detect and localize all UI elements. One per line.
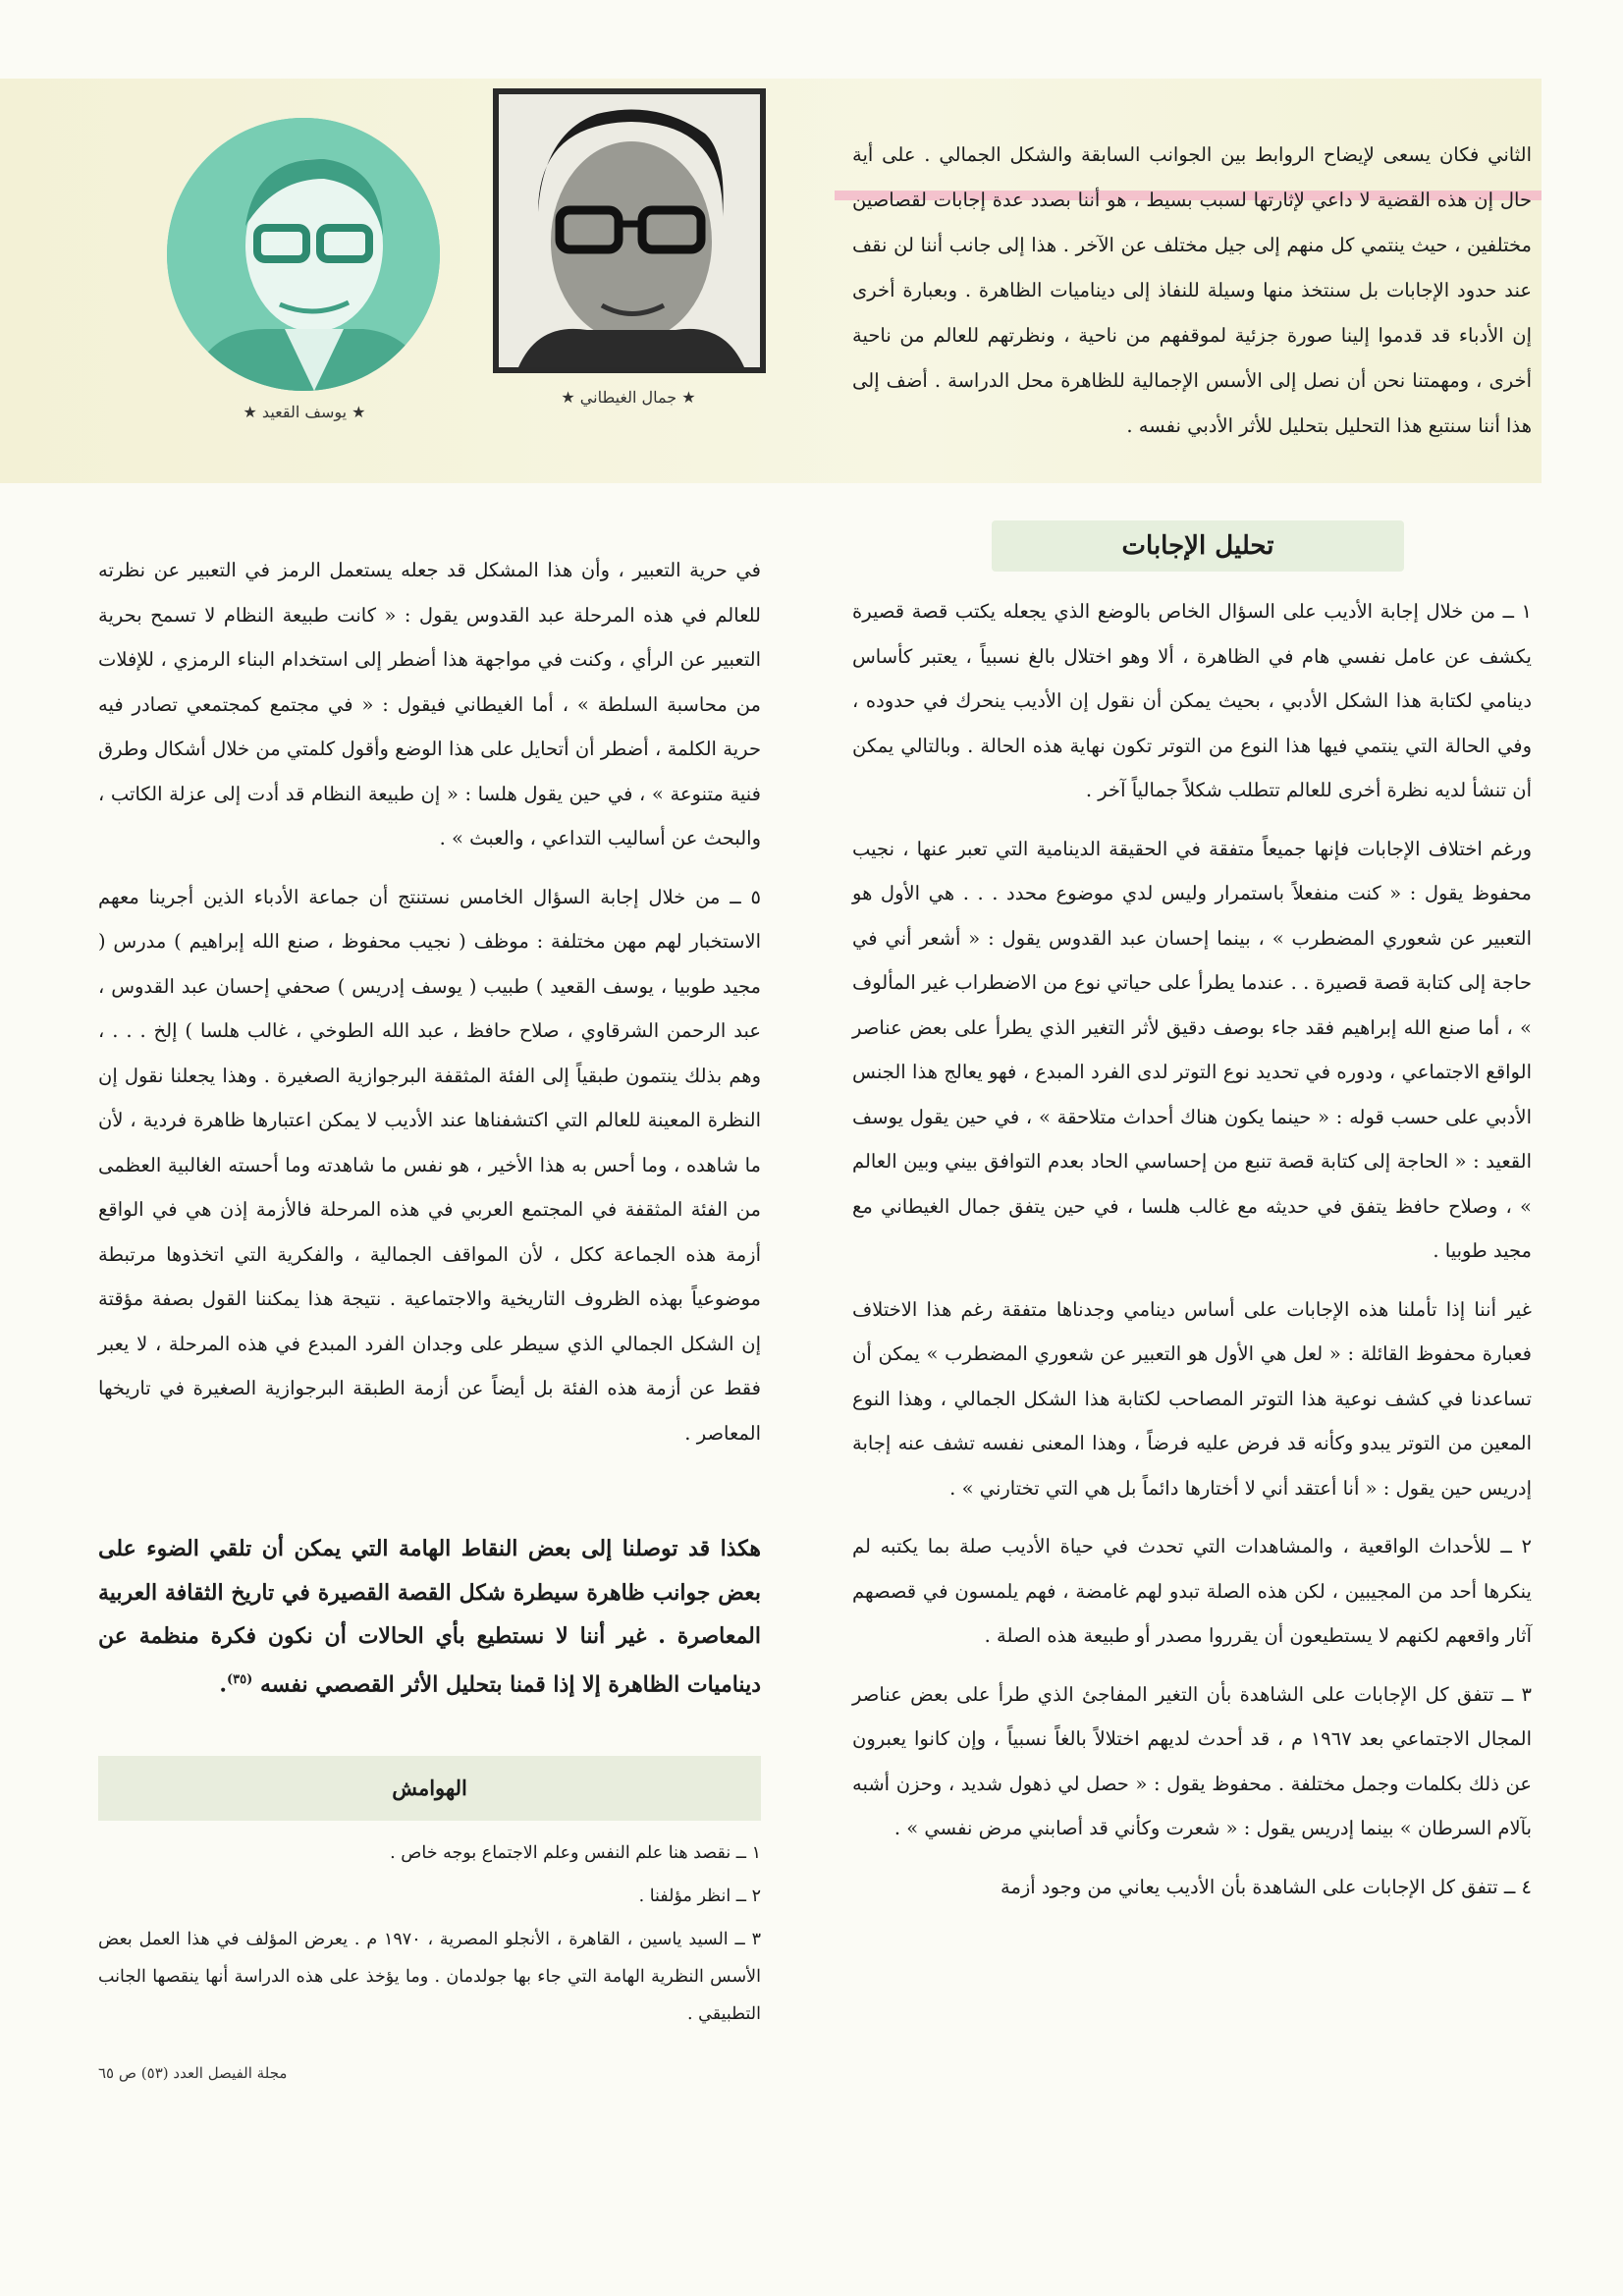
paragraph: غير أننا إذا تأملنا هذه الإجابات على أساس دينامي وجدناها متفقة رغم هذا الاختلاف فعبارة محفوظ القائلة : « لعل هي الأول هو التعبير عن شعوري المضطرب » يمكن أن تساعدنا في كشف نوعية هذا التوتر المصاحب لكتابة هذا الشكل الجمالي ، وهذا النوع المعين من التوتر يبدو وكأنه قد فرض عليه فرضاً ، وهذا المعنى نفسه تشف عنه إجابة إدريس حين يقول : « أنا أعتقد أني لا أختارها دائماً بل هي التي تختارني » . [852,1297,1532,1500]
portrait-gamal-image [499,94,760,367]
right-column-main [852,589,1532,1923]
portrait-youssef-image [167,118,440,391]
notes-title: الهوامش [98,1756,761,1821]
portrait-photo-youssef [167,118,440,391]
photo-caption-gamal: ★ جمال الغيطاني ★ [561,388,696,407]
paragraph: ١ ــ من خلال إجابة الأديب على السؤال الخاص بالوضع الذي يجعله يكتب قصة قصيرة يكشف عن عامل نفسي هام في الظاهرة ، ألا وهو اختلال بالغ نسبياً ، يعتبر كأساس دينامي لكتابة هذا الشكل الأدبي ، بحيث يمكن أن نقول إن الأديب ينحرك في حدوده ، وفي الحالة التي ينتمي فيها هذا النوع من التوتر تكون نهاية هذه الحالة . وبالتالي يمكن أن تنشأ لديه نظرة أخرى للعالم تتطلب شكلاً جمالياً آخر . [852,600,1532,801]
section-title: تحليل الإجابات [992,520,1404,572]
paragraph: ٣ ــ تتفق كل الإجابات على الشاهدة بأن التغير المفاجئ الذي طرأ على بعض عناصر المجال الاجتماعي بعد ١٩٦٧ م ، قد أحدث لديهم اختلالاً بالغاً نسبياً ، وإن كانوا يعبرون عن ذلك بكلمات وجمل مختلفة . محفوظ يقول : « حصل لي ذهول شديد ، وحزن أشبه بآلام السرطان » بينما إدريس يقول : « شعرت وكأني قد أصابني مرض نفسي » . [852,1682,1533,1839]
page-footer: مجلة الفيصل العدد (٥٣) ص ٦٥ [98,2064,288,2082]
paragraph: ورغم اختلاف الإجابات فإنها جميعاً متفقة في الحقيقة الدينامية التي تعبر عنها ، نجيب محفوظ يقول : « كنت منفعلاً باستمرار وليس لدي موضوع محدد . . . هي الأول هو التعبير عن شعوري المضطرب » ، بينما إحسان عبد القدوس يقول : « أشعر أني في حاجة إلى كتابة قصة قصيرة . . عندما يطرأ على حياتي نوع من الاضطراب غير المألوف » ، أما صنع الله إبراهيم فقد جاء بوصف دقيق لأثر التغير الذي يطرأ على بعض عناصر الواقع الاجتماعي ، ودوره في تحديد نوع التوتر لدى الفرد المبدع ، فهو يعالج هذا الجنس الأدبي على حسب قوله : « حينما يكون هناك أحداث متلاحقة » ، في حين يقول يوسف القعيد : « الحاجة إلى كتابة قصة تنبع من إحساسي الحاد بعدم التوافق بيني وبين العالم » ، وصلاح حافظ يتفق في حديثه مع غالب هلسا ، في حين يتفق جمال الغيطاني مع مجيد طوبيا . [852,837,1532,1262]
paragraph: ٤ ــ تتفق كل الإجابات على الشاهدة بأن الأديب يعاني من وجود أزمة [1000,1875,1532,1898]
notes-list [98,1834,761,2039]
note-item: ٢ ــ انظر مؤلفنا . [638,1886,761,1906]
right-column-top [852,133,1532,463]
conclusion-text: هكذا قد توصلنا إلى بعض النقاط الهامة التي يمكن أن تلقي الضوء على بعض جوانب ظاهرة سيطرة شكل القصة القصيرة في تاريخ الثقافة العربية المعاصرة . غير أننا لا نستطيع بأي الحالات أن نكون فكرة منظمة عن ديناميات الظاهرة إلا إذا قمنا بتحليل الأثر القصصي نفسه [98,1536,761,1697]
left-column-main [98,548,761,1469]
photo-caption-youssef: ★ يوسف القعيد ★ [243,403,366,421]
portrait-photo-gamal [493,88,766,373]
note-item: ٣ ــ السيد ياسين ، القاهرة ، الأنجلو المصرية ، ١٩٧٠ م . يعرض المؤلف في هذا العمل بعض الأسس النظرية الهامة التي جاء بها جولدمان . وما يؤخذ على هذه الدراسة أنها ينقصها الجانب التطبيقي . [98,1930,761,2024]
paragraph: الثاني فكان يسعى لإيضاح الروابط بين الجوانب السابقة والشكل الجمالي . على أية حال إن هذه القضية لا داعي لإثارتها لسبب بسيط ، هو أننا بصدد عدة إجابات لقصاصين مختلفين ، حيث ينتمي كل منهم إلى جيل مختلف عن الآخر . هذا إلى جانب أننا لن نقف عند حدود الإجابات بل سنتخذ منها وسيلة للنفاذ إلى ديناميات الظاهرة . وبعبارة أخرى إن الأدباء قد قدموا إلينا صورة جزئية لموقفهم من ناحية ، ونظرتهم للعالم من ناحية أخرى ، ومهمتنا نحن أن نصل إلى الأسس الإجمالية للظاهرة محل الدراسة . أضف إلى هذا أننا سنتبع هذا التحليل بتحليل للأثر الأدبي نفسه . [852,143,1532,437]
note-item: ١ ــ نقصد هنا علم النفس وعلم الاجتماع بوجه خاص . [390,1843,761,1863]
paragraph: ٢ ــ للأحداث الواقعية ، والمشاهدات التي تحدث في حياة الأديب صلة بما يكتبه لم ينكرها أحد من المجيبين ، لكن هذه الصلة تبدو لهم غامضة ، فهم يلمسون في قصصهم آثار واقعهم لكنهم لا يستطيعون أن يقرروا مصدر أو طبيعة هذه الصلة . [852,1535,1532,1647]
footnote-ref: (٣٥) [227,1671,253,1687]
paragraph: ٥ ــ من خلال إجابة السؤال الخامس نستنتج أن جماعة الأدباء الذين أجرينا معهم الاستخبار لهم مهن مختلفة : موظف ( نجيب محفوظ ، صنع الله إبراهيم ) مدرس ( مجيد طوبيا ، يوسف القعيد ) طبيب ( يوسف إدريس ) صحفي إحسان عبد القدوس ، عبد الرحمن الشرقاوي ، صلاح حافظ ، عبد الله الطوخي ، غالب هلسا ) إلخ . . . ، وهم بذلك ينتمون طبقياً إلى الفئة المثقفة البرجوازية الصغيرة . وهذا يجعلنا نقول إن النظرة المعينة للعالم التي اكتشفناها عند الأديب لا يمكن اعتبارها ظاهرة فردية ، لأن ما شاهده ، وما أحس به هذا الأخير ، هو نفس ما شاهدته وما أحسته الغالبية العظمى من الفئة المثقفة في المجتمع العربي في هذه المرحلة فالأزمة إذن هي في الواقع أزمة هذه الجماعة ككل ، لأن المواقف الجمالية ، والفكرية التي اتخذوها مرتبطة موضوعياً بهذه الظروف التاريخية والاجتماعية . نتيجة هذا يمكننا القول بصفة مؤقتة إن الشكل الجمالي الذي سيطر على وجدان الفرد المبدع في هذه المرحلة ، لا يعبر فقط عن أزمة هذه الفئة بل أيضاً عن أزمة الطبقة البرجوازية الصغيرة في تاريخها المعاصر . [98,885,761,1445]
paragraph: في حرية التعبير ، وأن هذا المشكل قد جعله يستعمل الرمز في التعبير عن نظرته للعالم في هذه المرحلة عبد القدوس يقول : « كانت طبيعة النظام لا تسمح بحرية التعبير عن الرأي ، وكنت في مواجهة هذا أضطر إلى استخدام البناء الرمزي ، للإفلات من محاسبة السلطة » ، أما الغيطاني فيقول : « في مجتمع كمجتمعي تصادر فيه حرية الكلمة ، أضطر أن أتحايل على هذا الوضع وأقول كلمتي من خلال أشكال وطرق فنية متنوعة » ، في حين يقول هلسا : « إن طبيعة النظام قد أدت إلى عزلة الكاتب ، والبحث عن أساليب التداعي ، والعبث » . [98,559,761,849]
conclusion-paragraph: هكذا قد توصلنا إلى بعض النقاط الهامة التي يمكن أن تلقي الضوء على بعض جوانب ظاهرة سيطرة شكل القصة القصيرة في تاريخ الثقافة العربية المعاصرة . غير أننا لا نستطيع بأي الحالات أن نكون فكرة منظمة عن ديناميات الظاهرة إلا إذا قمنا بتحليل الأثر القصصي نفسه $^{(٣٥)}$. [98,1536,761,1697]
